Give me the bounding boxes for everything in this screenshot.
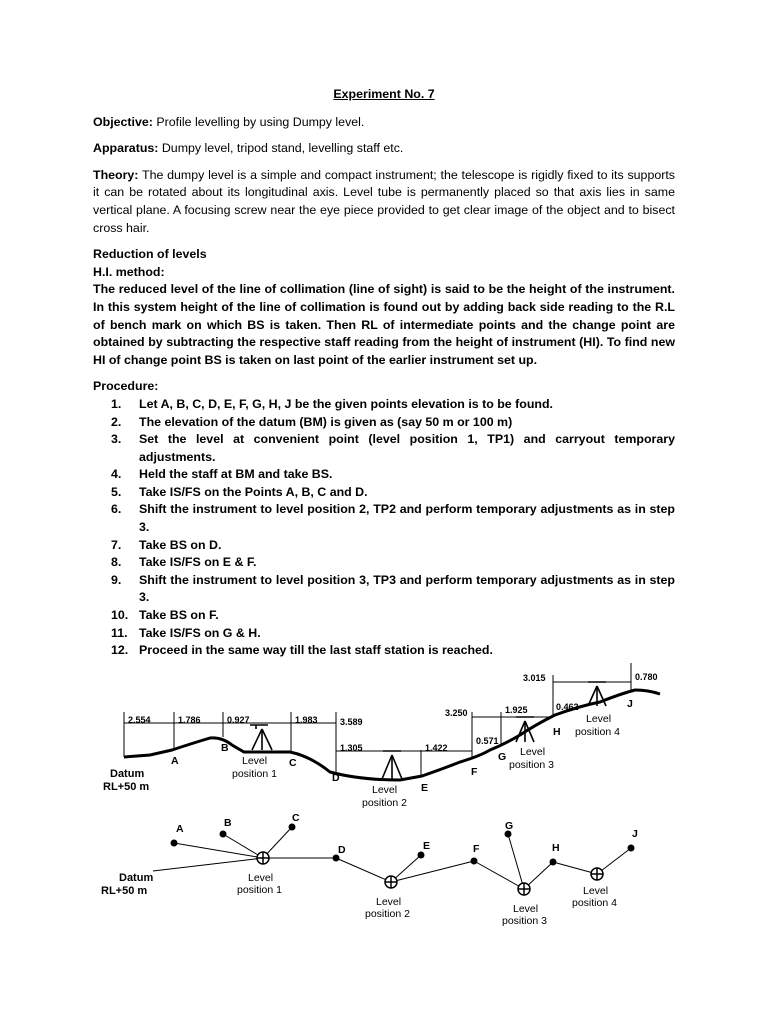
reading-label: 1.305 [340, 743, 363, 753]
level-position-label: Level [372, 784, 398, 796]
profile-labels [103, 672, 658, 809]
reading-label: 0.462 [556, 702, 579, 712]
plan-sight-line [153, 858, 263, 871]
step-text: The elevation of the datum (BM) is given as (say 50 m or 100 m) [139, 414, 513, 429]
reading-label: 1.422 [425, 743, 448, 753]
point-label: H [552, 842, 560, 854]
hi-method-label: H.I. method: [93, 264, 165, 279]
point-label: F [473, 843, 480, 855]
station-dot [171, 840, 178, 847]
profile-diagram [124, 663, 660, 780]
step-text: Shift the instrument to level position 2, TP2 and perform temporary adjustments as in step 3. [139, 502, 675, 535]
station-dot [220, 831, 227, 838]
point-label: B [221, 742, 229, 754]
step-number: 9. [111, 572, 122, 587]
reading-label: 1.786 [178, 715, 201, 725]
plan-sight-line [391, 861, 474, 882]
level-position-label: Level [583, 885, 609, 897]
theory-label: Theory: [93, 167, 139, 182]
plan-sight-line [553, 862, 597, 874]
level-position-label: position 4 [572, 897, 617, 909]
step-text: Take BS on F. [139, 608, 219, 623]
reading-label: 1.983 [295, 715, 318, 725]
plan-sight-line [336, 858, 391, 882]
theory-text: The dumpy level is a simple and compact instrument; the telescope is rigidly fixed to its supports it can be rotated about its longitudinal axis. Level tube is permanently placed so that axis lies in same vertical plane. A focusing screw near the eye piece provided to get clear image of the object and to bisect cross hair. [93, 167, 675, 235]
point-label: G [505, 820, 514, 832]
step-number: 4. [111, 467, 122, 482]
reduction-heading: Reduction of levels [93, 247, 207, 262]
step-number: 7. [111, 537, 122, 552]
reduction-text: The reduced level of the line of collimation (line of sight) is said to be the height of the instrument. In this system height of the line of collimation is found out by adding back side reading to the R.L of bench mark on which BS is taken. Then RL of intermediate points and the change point are obtained by subtracting the respective staff reading from the height of instrument (HI). To find new HI of change point BS is taken on last point of the earlier instrument set up. [93, 282, 675, 367]
point-label: A [171, 755, 179, 767]
point-label: E [423, 840, 431, 852]
reading-label: 2.554 [128, 715, 151, 725]
point-label: B [224, 817, 232, 829]
point-label: D [332, 772, 340, 784]
step-number: 6. [111, 502, 122, 517]
reading-label: 3.015 [523, 673, 546, 683]
level-position-label: position 1 [237, 884, 282, 896]
plan-sight-line [474, 861, 524, 889]
station-dot [628, 845, 635, 852]
crosshair-icon [518, 883, 530, 895]
step-number: 5. [111, 484, 122, 499]
datum-rl-label: RL+50 m [103, 781, 150, 793]
tripod-icon [250, 725, 272, 750]
step-text: Take IS/FS on the Points A, B, C and D. [139, 484, 368, 499]
level-position-label: position 4 [575, 726, 620, 738]
point-label: H [553, 726, 561, 738]
level-position-label: position 2 [365, 908, 410, 920]
reading-label: 0.780 [635, 672, 658, 682]
level-position-label: position 1 [232, 768, 277, 780]
point-label: A [176, 823, 184, 835]
datum-label: Datum [119, 872, 154, 884]
station-dot [471, 858, 478, 865]
level-position-label: Level [376, 896, 402, 908]
step-number: 8. [111, 555, 122, 570]
reading-label: 3.589 [340, 717, 363, 727]
step-text: Let A, B, C, D, E, F, G, H, J be the given points elevation is to be found. [139, 396, 553, 411]
level-position-label: Level [242, 755, 268, 767]
level-position-label: position 3 [502, 915, 547, 927]
tripod-icon [382, 751, 402, 779]
step-text: Take BS on D. [139, 537, 222, 552]
step-number: 3. [111, 432, 122, 447]
point-label: D [338, 844, 346, 856]
level-position-label: Level [248, 872, 274, 884]
point-label: G [498, 751, 507, 763]
datum-label: Datum [110, 768, 145, 780]
step-text: Take IS/FS on E & F. [139, 555, 257, 570]
step-text: Shift the instrument to level position 3, TP3 and perform temporary adjustments as in step 3. [139, 572, 675, 605]
plan-sight-line [508, 834, 524, 889]
level-position-label: Level [520, 746, 546, 758]
reading-label: 1.925 [505, 705, 528, 715]
step-number: 11. [111, 625, 128, 640]
level-position-label: Level [513, 903, 539, 915]
datum-rl-label: RL+50 m [101, 885, 148, 897]
point-label: J [632, 828, 638, 840]
level-position-label: position 3 [509, 759, 554, 771]
procedure-heading: Procedure: [93, 379, 159, 394]
step-number: 1. [111, 396, 122, 411]
station-dot [289, 824, 296, 831]
apparatus-label: Apparatus: [93, 141, 159, 156]
level-position-label: position 2 [362, 797, 407, 809]
step-number: 2. [111, 414, 122, 429]
station-dot [550, 859, 557, 866]
point-label: J [627, 698, 633, 710]
plan-labels [101, 812, 638, 927]
step-text: Set the level at convenient point (level position 1, TP1) and carryout temporary adjustments. [139, 432, 675, 464]
tripod-icon [588, 682, 606, 706]
step-number: 10. [111, 608, 129, 623]
point-label: C [292, 812, 300, 824]
level-position-label: Level [586, 713, 612, 725]
point-label: E [421, 782, 429, 794]
objective-label: Objective: [93, 114, 153, 129]
step-text: Proceed in the same way till the last staff station is reached. [139, 643, 493, 658]
point-label: C [289, 757, 297, 769]
crosshair-icon [385, 876, 397, 888]
step-number: 12. [111, 643, 129, 658]
apparatus-text: Dumpy level, tripod stand, levelling staff etc. [161, 141, 404, 156]
objective-text: Profile levelling by using Dumpy level. [156, 114, 365, 129]
station-dot [418, 852, 425, 859]
reading-label: 0.571 [476, 736, 499, 746]
reading-label: 0.927 [227, 715, 250, 725]
step-text: Take IS/FS on G & H. [139, 625, 261, 640]
point-label: F [471, 766, 478, 778]
page-title: Experiment No. 7 [333, 87, 435, 101]
crosshair-icon [257, 852, 269, 864]
reading-label: 3.250 [445, 708, 468, 718]
step-text: Held the staff at BM and take BS. [139, 467, 333, 482]
crosshair-icon [591, 868, 603, 880]
